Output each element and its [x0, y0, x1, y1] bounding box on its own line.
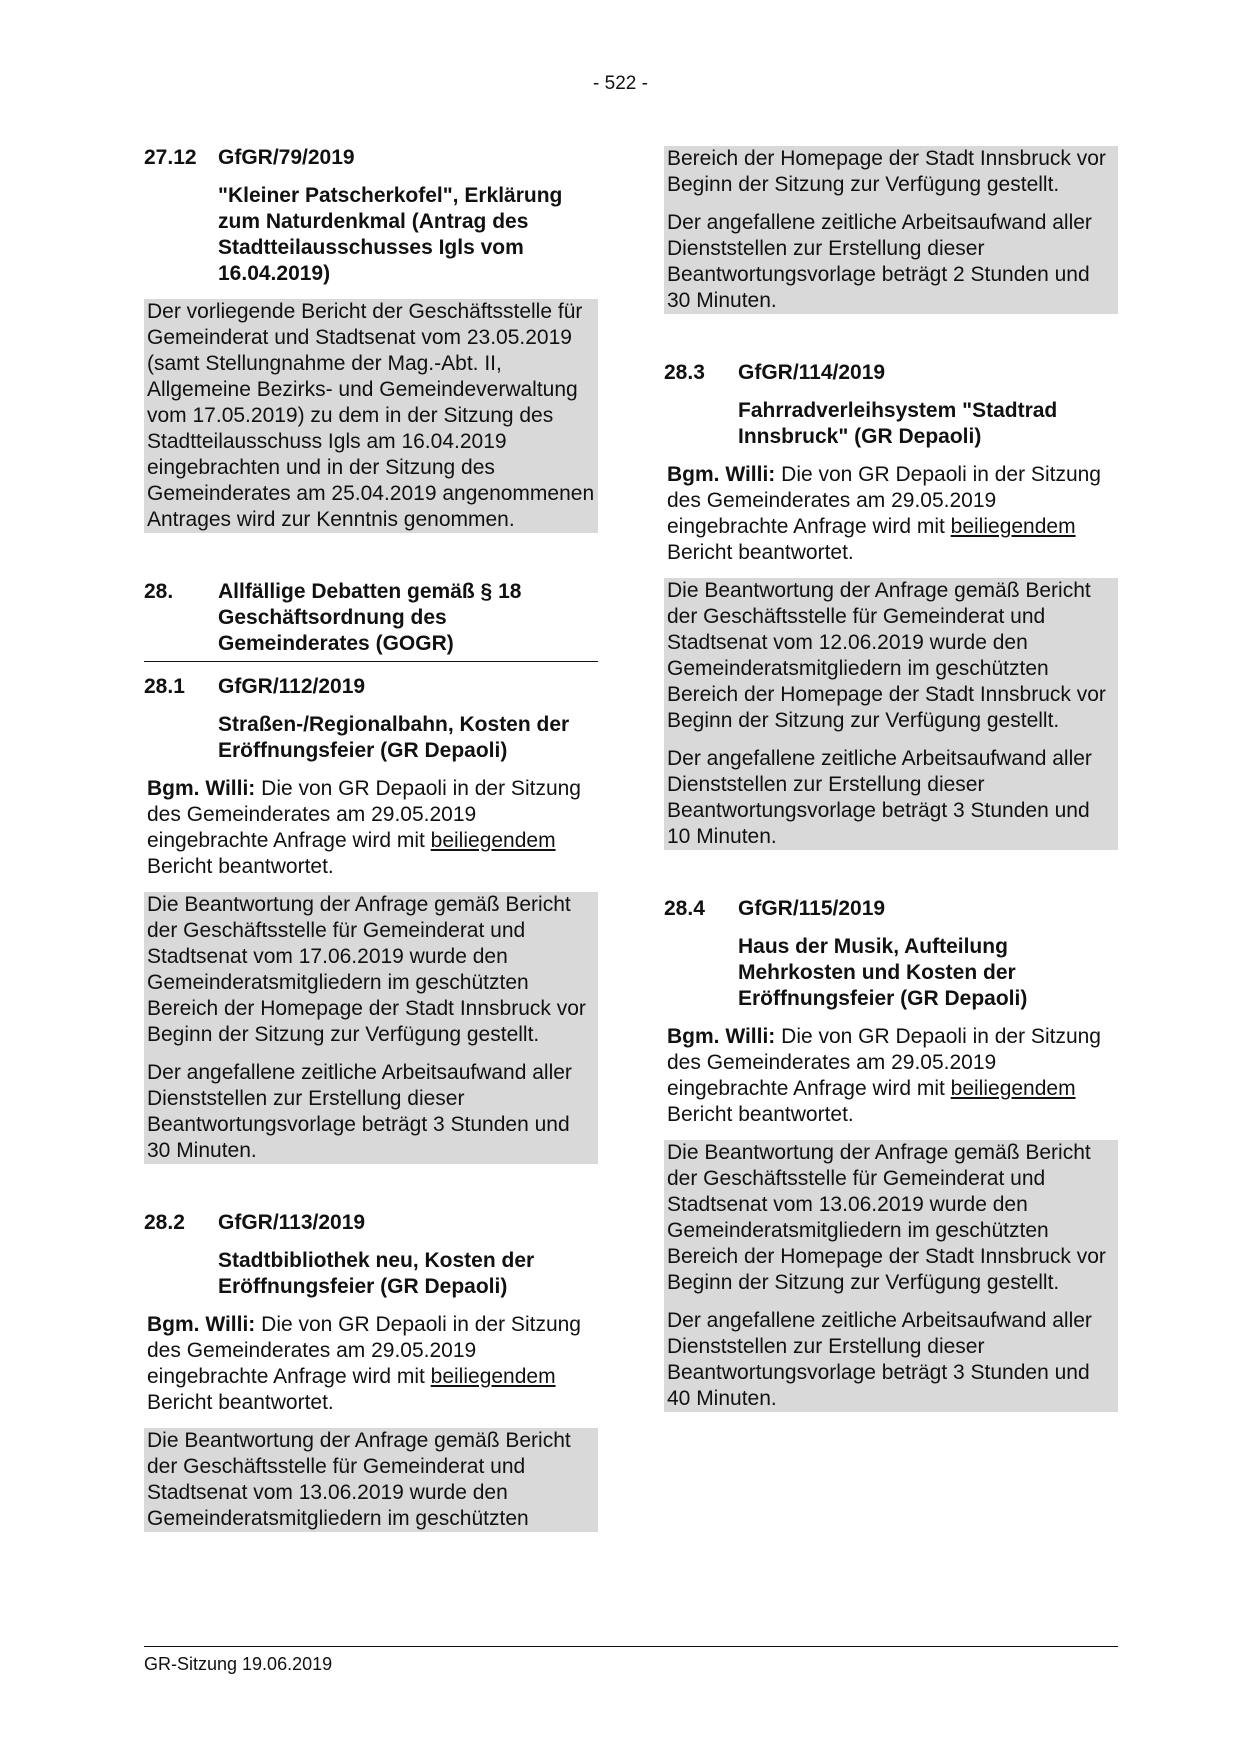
right-column [664, 146, 1118, 1412]
item-title: "Kleiner Patscherkofel", Erklärung zum Naturdenkmal (Antrag des Stadtteilausschusses Igls vom 16.04.2019) [218, 184, 563, 285]
mayor-statement [144, 1312, 598, 1416]
item-reference: GfGR/112/2019 [218, 675, 366, 698]
effort-text: Der angefallene zeitliche Arbeitsaufwand aller Dienststellen zur Erstellung dieser Beantwortungsvorlage beträgt 2 Stunden und 30 Minuten. [664, 198, 1118, 314]
effort-text: Der angefallene zeitliche Arbeitsaufwand aller Dienststellen zur Erstellung dieser Beantwortungsvorlage beträgt 3 Stunden und 40 Minuten. [664, 1296, 1118, 1412]
attachment-link[interactable]: beiliegendem [950, 1077, 1076, 1100]
footer-session-date: GR-Sitzung 19.06.2019 [144, 1654, 333, 1674]
page-number: - 522 - [593, 73, 648, 94]
speaker: Bgm. Willi: [667, 1025, 776, 1048]
effort-text: Der angefallene zeitliche Arbeitsaufwand aller Dienststellen zur Erstellung dieser Beantwortungsvorlage beträgt 3 Stunden und 30 Minuten. [144, 1048, 598, 1164]
item-reference: GfGR/114/2019 [738, 361, 886, 384]
section-title: Allfällige Debatten gemäß § 18 Geschäftsordnung des Gemeinderates (GOGR) [218, 580, 522, 655]
speaker: Bgm. Willi: [147, 777, 256, 800]
statement-text-end: Bericht beantwortet. [667, 1103, 854, 1126]
item-title: Stadtbibliothek neu, Kosten der Eröffnungsfeier (GR Depaoli) [218, 1249, 535, 1298]
item-header [144, 674, 598, 700]
answer-text: Die Beantwortung der Anfrage gemäß Bericht der Geschäftsstelle für Gemeinderat und Stadtsenat vom 12.06.2019 wurde den Gemeinderatsmitgliedern im geschützten Bereich der Homepage der Stadt Innsbruck vor Beginn der Sitzung zur Verfügung gestellt. [664, 578, 1118, 734]
page-footer [144, 1646, 1118, 1675]
agenda-item-27-12 [144, 145, 598, 533]
statement-text: Die von GR Depaoli in der Sitzung des Gemeinderates am 29.05.2019 eingebrachte Anfrage wird mit [667, 463, 1101, 538]
item-header [144, 1210, 598, 1236]
item-title: Fahrradverleihsystem "Stadtrad Innsbruck" (GR Depaoli) [738, 399, 1058, 448]
answer-text: Die Beantwortung der Anfrage gemäß Bericht der Geschäftsstelle für Gemeinderat und Stadtsenat vom 13.06.2019 wurde den Gemeinderatsmitgliedern im geschützten [144, 1428, 598, 1532]
statement-text-end: Bericht beantwortet. [147, 855, 334, 878]
item-reference: GfGR/79/2019 [218, 146, 355, 169]
speaker: Bgm. Willi: [147, 1313, 256, 1336]
section-28 [144, 579, 598, 662]
attachment-link[interactable]: beiliegendem [430, 829, 556, 852]
left-column [144, 145, 598, 1532]
item-header [144, 145, 598, 171]
speaker: Bgm. Willi: [667, 463, 776, 486]
answer-continuation: Bereich der Homepage der Stadt Innsbruck vor Beginn der Sitzung zur Verfügung gestellt. [664, 146, 1118, 198]
attachment-link[interactable]: beiliegendem [430, 1365, 556, 1388]
attachment-link[interactable]: beiliegendem [950, 515, 1076, 538]
section-number: 28. [144, 580, 174, 603]
item-title: Haus der Musik, Aufteilung Mehrkosten und Kosten der Eröffnungsfeier (GR Depaoli) [738, 935, 1028, 1010]
mayor-statement [144, 776, 598, 880]
item-number: 28.4 [664, 897, 705, 920]
agenda-item-28-3 [664, 360, 1118, 850]
item-number: 28.1 [144, 675, 185, 698]
item-number: 28.3 [664, 361, 705, 384]
item-reference: GfGR/115/2019 [738, 897, 886, 920]
answer-text: Die Beantwortung der Anfrage gemäß Bericht der Geschäftsstelle für Gemeinderat und Stadtsenat vom 13.06.2019 wurde den Gemeinderatsmitgliedern im geschützten Bereich der Homepage der Stadt Innsbruck vor Beginn der Sitzung zur Verfügung gestellt. [664, 1140, 1118, 1296]
item-header [664, 360, 1118, 386]
section-header [144, 579, 598, 662]
agenda-item-28-2 [144, 1210, 598, 1532]
statement-text: Die von GR Depaoli in der Sitzung des Gemeinderates am 29.05.2019 eingebrachte Anfrage wird mit [147, 1313, 581, 1388]
statement-text-end: Bericht beantwortet. [147, 1391, 334, 1414]
item-title: Straßen-/Regionalbahn, Kosten der Eröffnungsfeier (GR Depaoli) [218, 713, 570, 762]
agenda-item-28-4 [664, 896, 1118, 1412]
mayor-statement [664, 462, 1118, 566]
resolution-text: Der vorliegende Bericht der Geschäftsstelle für Gemeinderat und Stadtsenat vom 23.05.2019 (samt Stellungnahme der Mag.-Abt. II, Allgemeine Bezirks- und Gemeindeverwaltung vom 17.05.2019) zu dem in der Sitzung des Stadtteilausschuss Igls am 16.04.2019 eingebrachten und in der Sitzung des Gemeinderates am 25.04.2019 angenommenen Antrages wird zur Kenntnis genommen. [144, 299, 598, 533]
agenda-item-28-1 [144, 674, 598, 1164]
statement-text: Die von GR Depaoli in der Sitzung des Gemeinderates am 29.05.2019 eingebrachte Anfrage wird mit [667, 1025, 1101, 1100]
statement-text-end: Bericht beantwortet. [667, 541, 854, 564]
statement-text: Die von GR Depaoli in der Sitzung des Gemeinderates am 29.05.2019 eingebrachte Anfrage wird mit [147, 777, 581, 852]
item-number: 27.12 [144, 146, 197, 169]
item-number: 28.2 [144, 1211, 185, 1234]
answer-text: Die Beantwortung der Anfrage gemäß Bericht der Geschäftsstelle für Gemeinderat und Stadtsenat vom 17.06.2019 wurde den Gemeinderatsmitgliedern im geschützten Bereich der Homepage der Stadt Innsbruck vor Beginn der Sitzung zur Verfügung gestellt. [144, 892, 598, 1048]
mayor-statement [664, 1024, 1118, 1128]
item-header [664, 896, 1118, 922]
effort-text: Der angefallene zeitliche Arbeitsaufwand aller Dienststellen zur Erstellung dieser Beantwortungsvorlage beträgt 3 Stunden und 10 Minuten. [664, 734, 1118, 850]
item-reference: GfGR/113/2019 [218, 1211, 366, 1234]
